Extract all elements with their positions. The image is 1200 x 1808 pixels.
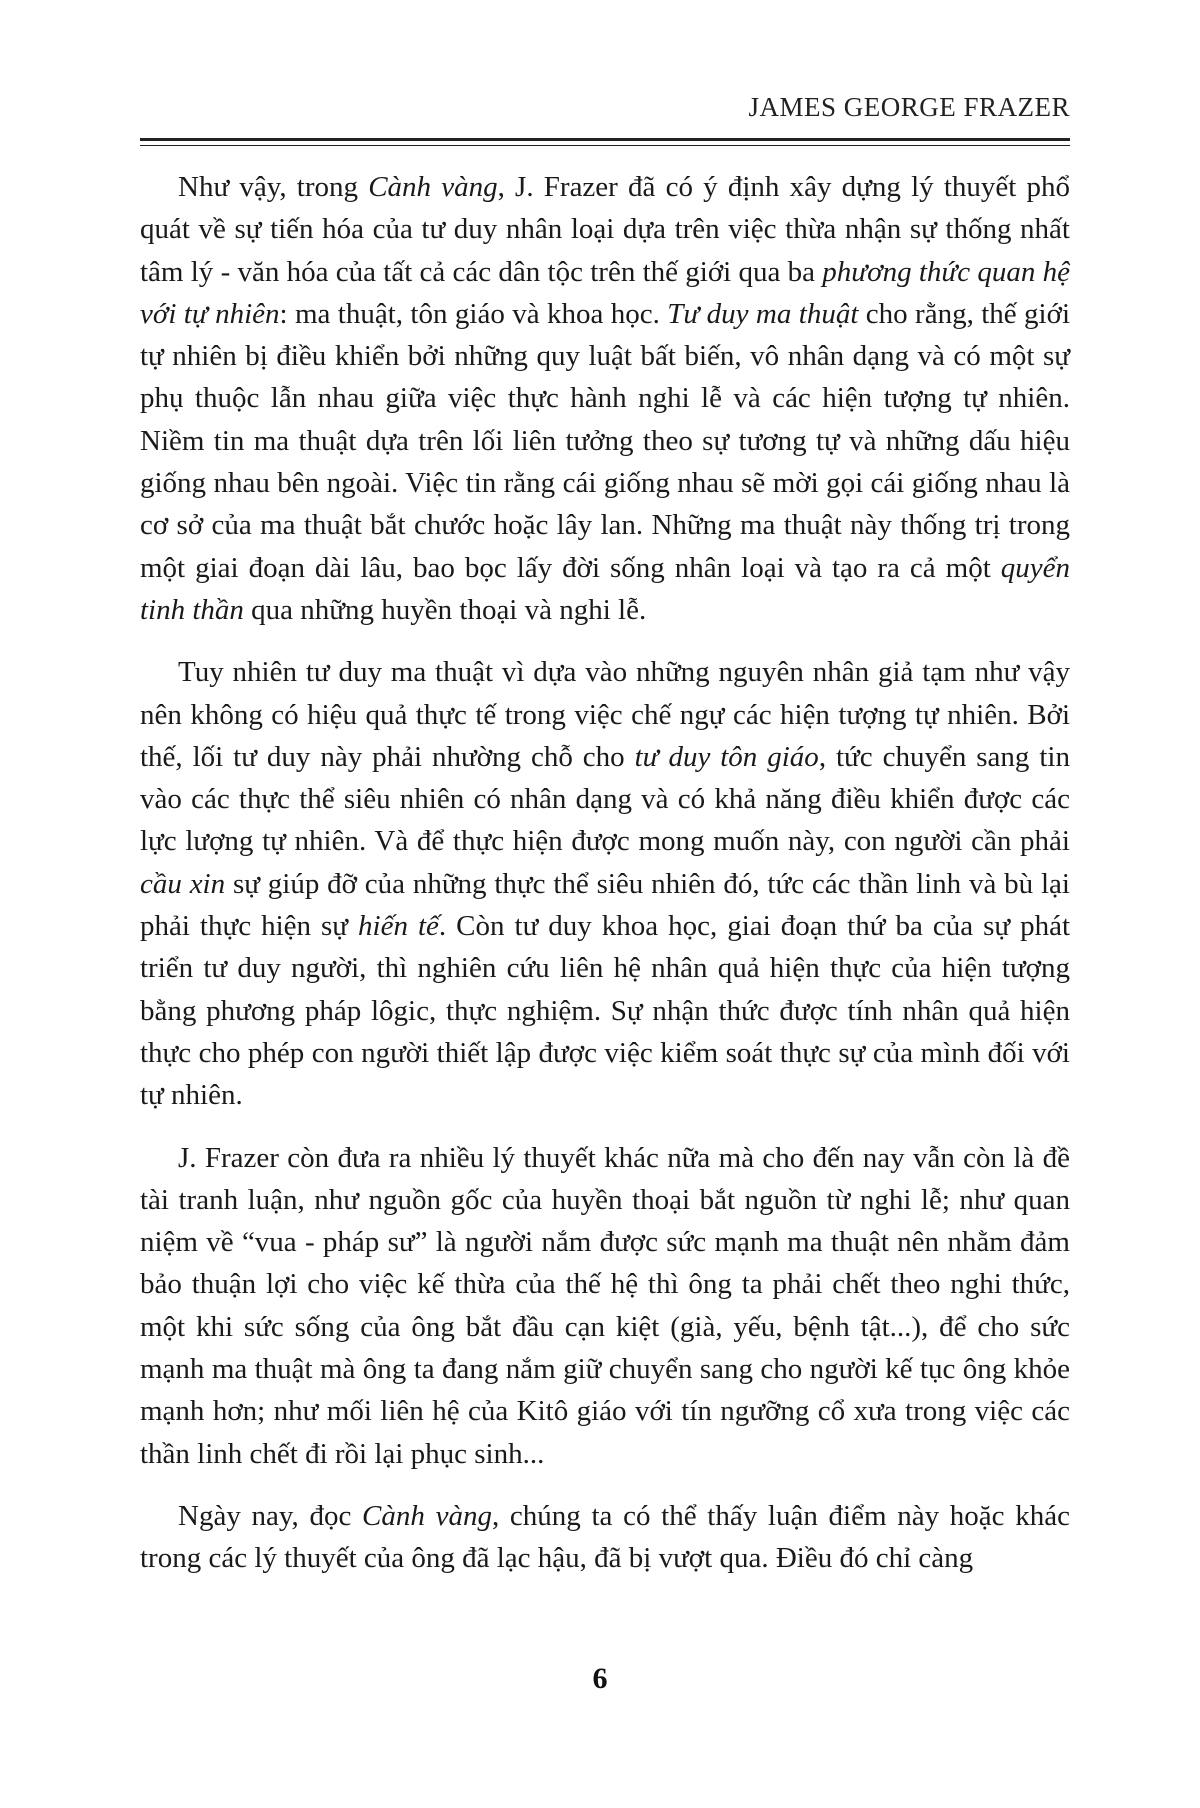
- paragraph-1-text: , J. Frazer đã có ý định xây dựng lý thuyết phổ quát về sự tiến hóa của tư duy nhân loại dựa trên việc thừa nhận sự thống nhất tâm lý - văn hóa của tất cả các dân tộc trên thế giới qua ba: [140, 171, 1070, 288]
- paragraph-2: [140, 651, 1070, 1116]
- paragraph-1-text: cho rằng, thế giới tự nhiên bị điều khiển bởi những quy luật bất biến, vô nhân dạng và có một sự phụ thuộc lẫn nhau giữa việc thực hành nghi lễ và các hiện tượng tự nhiên. Niềm tin ma thuật dựa trên lối liên tưởng theo sự tương tự và những dấu hiệu giống nhau bên ngoài. Việc tin rằng cái giống nhau sẽ mời gọi cái giống nhau là cơ sở của ma thuật bắt chước hoặc lây lan. Những ma thuật này thống trị trong một giai đoạn dài lâu, bao bọc lấy đời sống nhân loại và tạo ra cả một: [140, 297, 1071, 584]
- paragraph-3-text: J. Frazer còn đưa ra nhiều lý thuyết khác nữa mà cho đến nay vẫn còn là đề tài tranh luận, như nguồn gốc của huyền thoại bắt nguồn từ nghi lễ; như quan niệm về “vua - pháp sư” là người nắm được sức mạnh ma thuật nên nhằm đảm bảo thuận lợi cho việc kế thừa của thế hệ thì ông ta phải chết theo nghi thức, một khi sức sống của ông bắt đầu cạn kiệt (già, yếu, bệnh tật...), để cho sức mạnh ma thuật mà ông ta đang nắm giữ chuyển sang cho người kế tục ông khỏe mạnh hơn; như mối liên hệ của Kitô giáo với tín ngưỡng cổ xưa trong việc các thần linh chết đi rồi lại phục sinh...: [140, 1141, 1070, 1470]
- page-number: 6: [592, 1662, 608, 1695]
- paragraph-2-text: . Còn tư duy khoa học, giai đoạn thứ ba của sự phát triển tư duy người, thì nghiên cứu liên hệ nhân quả hiện thực của hiện tượng bằng phương pháp lôgic, thực nghiệm. Sự nhận thức được tính nhân quả hiện thực cho phép con người thiết lập được việc kiểm soát thực sự của mình đối với tự nhiên.: [140, 910, 1071, 1112]
- paragraph-2-text: Tuy nhiên tư duy ma thuật vì dựa vào những nguyên nhân giả tạm như vậy nên không có hiệu quả thực tế trong việc chế ngự các hiện tượng tự nhiên. Bởi thế, lối tư duy này phải nhường chỗ cho: [140, 656, 1070, 773]
- paragraph-1: [140, 166, 1070, 631]
- paragraph-2-text: , tức chuyển sang tin vào các thực thể siêu nhiên có nhân dạng và có khả năng điều khiển được các lực lượng tự nhiên. Và để thực hiện được mong muốn này, con người cần phải: [140, 740, 1070, 858]
- paragraph-4-text: , chúng ta có thể thấy luận điểm này hoặc khác trong các lý thuyết của ông đã lạc hậu, đã bị vượt qua. Điều đó chỉ càng: [140, 1499, 1070, 1575]
- book-title-canh-vang: Cành vàng: [368, 171, 498, 203]
- paragraph-4-text: Ngày nay, đọc: [178, 1499, 363, 1532]
- paragraph-2-text: sự giúp đỡ của những thực thể siêu nhiên đó, tức các thần linh và bù lại phải thực hiện sự: [140, 867, 1070, 943]
- emphasis-tu-duy-ton-giao: tư duy tôn giáo: [634, 740, 819, 773]
- emphasis-quyen-tinh-than: quyển tinh thần: [140, 551, 1070, 626]
- paragraph-4: [140, 1495, 1070, 1580]
- emphasis-cau-xin: cầu xin: [140, 867, 226, 900]
- emphasis-hien-te: hiến tế: [358, 910, 439, 943]
- emphasis-phuong-thuc: phương thức quan hệ với tự nhiên: [140, 255, 1070, 330]
- header-divider-thin: [140, 145, 1070, 146]
- paragraph-1-text: : ma thuật, tôn giáo và khoa học.: [279, 297, 668, 330]
- page-body: [140, 166, 1070, 1600]
- emphasis-tu-duy-ma-thuat: Tư duy ma thuật: [667, 297, 859, 330]
- paragraph-1-text: Như vậy, trong: [178, 171, 369, 203]
- book-title-canh-vang: Cành vàng: [362, 1499, 492, 1532]
- paragraph-3: [140, 1137, 1070, 1475]
- header-divider-thick: [140, 138, 1070, 141]
- running-header-title: JAMES GEORGE FRAZER: [748, 92, 1070, 122]
- paragraph-1-text: qua những huyền thoại và nghi lễ.: [243, 593, 647, 626]
